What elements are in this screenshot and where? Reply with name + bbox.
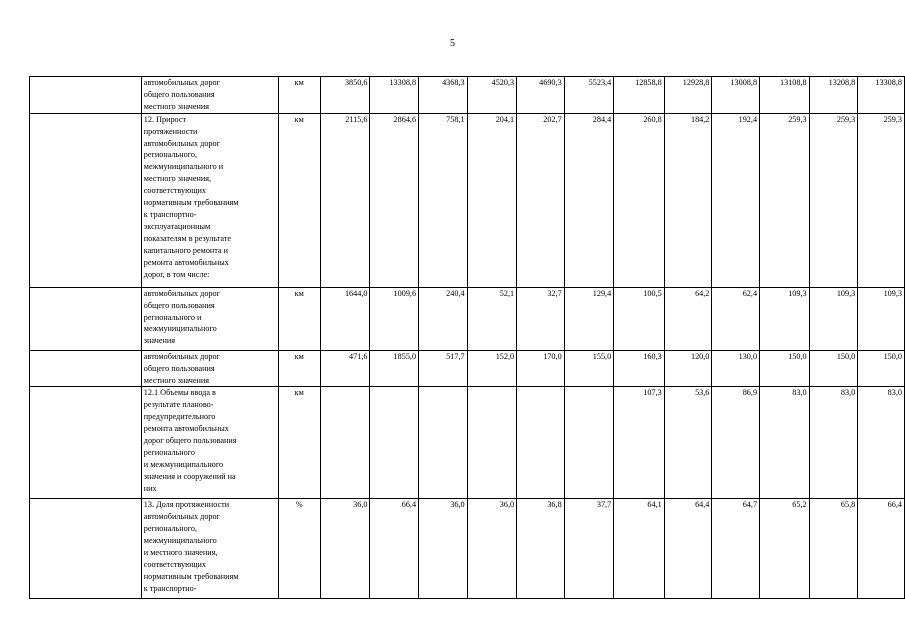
value-cell: 3850,6 <box>320 77 370 114</box>
value-cell: 12858,8 <box>614 77 665 114</box>
value-cell: 517,7 <box>419 350 468 387</box>
unit-cell: км <box>278 113 320 287</box>
value-cell: 202,7 <box>517 113 565 287</box>
value-cell: 259,3 <box>760 113 810 287</box>
empty-cell <box>30 287 142 350</box>
indicator-label: 12. Прирост протяженности автомобильных дорог регионального, межмуниципального и местного значения, соответствующих нормативным требованиям к транспортно- эксплуатационным показателям в результате капитального ремонта и ремонта автомобильных дорог, в том числе: <box>141 113 278 287</box>
value-cell: 259,3 <box>858 113 905 287</box>
value-cell: 284,4 <box>564 113 614 287</box>
empty-cell <box>30 387 142 499</box>
value-cell: 2115,6 <box>320 113 370 287</box>
indicator-label: автомобильных дорог общего пользования регионального и межмуниципального значения <box>141 287 278 350</box>
value-cell: 107,3 <box>614 387 665 499</box>
value-cell: 259,3 <box>809 113 858 287</box>
value-cell: 2864,6 <box>370 113 419 287</box>
value-cell: 13208,8 <box>809 77 858 114</box>
value-cell <box>564 387 614 499</box>
value-cell: 12928,8 <box>664 77 712 114</box>
value-cell: 86,9 <box>712 387 760 499</box>
value-cell: 150,0 <box>809 350 858 387</box>
value-cell: 120,0 <box>664 350 712 387</box>
indicator-label: 13. Доля протяженности автомобильных дорог регионального, межмуниципального и местного значения, соответствующих нормативным требованиям к транспортно- <box>141 499 278 599</box>
table-row <box>30 387 905 499</box>
empty-cell <box>30 499 142 599</box>
value-cell: 204,1 <box>467 113 517 287</box>
value-cell: 65,2 <box>760 499 810 599</box>
value-cell: 13108,8 <box>760 77 810 114</box>
value-cell: 758,1 <box>419 113 468 287</box>
value-cell <box>517 387 565 499</box>
unit-cell: % <box>278 499 320 599</box>
value-cell: 66,4 <box>370 499 419 599</box>
value-cell: 1009,6 <box>370 287 419 350</box>
value-cell: 240,4 <box>419 287 468 350</box>
value-cell: 13008,8 <box>712 77 760 114</box>
value-cell: 13308,8 <box>858 77 905 114</box>
value-cell: 36,8 <box>517 499 565 599</box>
value-cell: 32,7 <box>517 287 565 350</box>
value-cell: 109,3 <box>809 287 858 350</box>
unit-cell: км <box>278 287 320 350</box>
table-row <box>30 287 905 350</box>
value-cell: 52,1 <box>467 287 517 350</box>
value-cell <box>320 387 370 499</box>
value-cell: 64,4 <box>664 499 712 599</box>
empty-cell <box>30 113 142 287</box>
unit-cell: км <box>278 387 320 499</box>
value-cell <box>419 387 468 499</box>
value-cell: 83,0 <box>760 387 810 499</box>
table-row <box>30 113 905 287</box>
value-cell: 83,0 <box>809 387 858 499</box>
table-row <box>30 499 905 599</box>
value-cell: 160,3 <box>614 350 665 387</box>
value-cell: 64,1 <box>614 499 665 599</box>
value-cell: 83,0 <box>858 387 905 499</box>
value-cell: 13308,8 <box>370 77 419 114</box>
value-cell: 4520,3 <box>467 77 517 114</box>
value-cell: 152,0 <box>467 350 517 387</box>
value-cell: 150,0 <box>760 350 810 387</box>
value-cell: 1644,0 <box>320 287 370 350</box>
table-row <box>30 350 905 387</box>
value-cell: 36,0 <box>467 499 517 599</box>
page-number: 5 <box>450 38 455 49</box>
value-cell: 170,0 <box>517 350 565 387</box>
unit-cell: км <box>278 350 320 387</box>
value-cell: 184,2 <box>664 113 712 287</box>
indicator-label: 12.1 Объемы ввода в результате планово- предупредительного ремонта автомобильных дорог общего пользования регионального и межмуниципального значения и сооружений на них <box>141 387 278 499</box>
value-cell: 100,5 <box>614 287 665 350</box>
value-cell: 260,8 <box>614 113 665 287</box>
indicator-label: автомобильных дорог общего пользования местного значения <box>141 350 278 387</box>
empty-cell <box>30 77 142 114</box>
value-cell: 5523,4 <box>564 77 614 114</box>
value-cell: 65,8 <box>809 499 858 599</box>
value-cell: 1855,0 <box>370 350 419 387</box>
value-cell: 109,3 <box>760 287 810 350</box>
value-cell: 53,6 <box>664 387 712 499</box>
value-cell: 155,0 <box>564 350 614 387</box>
value-cell: 109,3 <box>858 287 905 350</box>
value-cell: 66,4 <box>858 499 905 599</box>
value-cell: 36,0 <box>320 499 370 599</box>
value-cell: 36,0 <box>419 499 468 599</box>
value-cell: 64,7 <box>712 499 760 599</box>
value-cell: 150,0 <box>858 350 905 387</box>
value-cell: 129,4 <box>564 287 614 350</box>
unit-cell: км <box>278 77 320 114</box>
value-cell: 471,6 <box>320 350 370 387</box>
value-cell: 4368,3 <box>419 77 468 114</box>
value-cell: 37,7 <box>564 499 614 599</box>
value-cell: 4690,3 <box>517 77 565 114</box>
value-cell: 192,4 <box>712 113 760 287</box>
indicator-label: автомобильных дорог общего пользования местного значения <box>141 77 278 114</box>
value-cell: 130,0 <box>712 350 760 387</box>
value-cell <box>370 387 419 499</box>
table-row <box>30 77 905 114</box>
indicators-table <box>29 76 905 599</box>
value-cell: 64,2 <box>664 287 712 350</box>
value-cell <box>467 387 517 499</box>
empty-cell <box>30 350 142 387</box>
value-cell: 62,4 <box>712 287 760 350</box>
